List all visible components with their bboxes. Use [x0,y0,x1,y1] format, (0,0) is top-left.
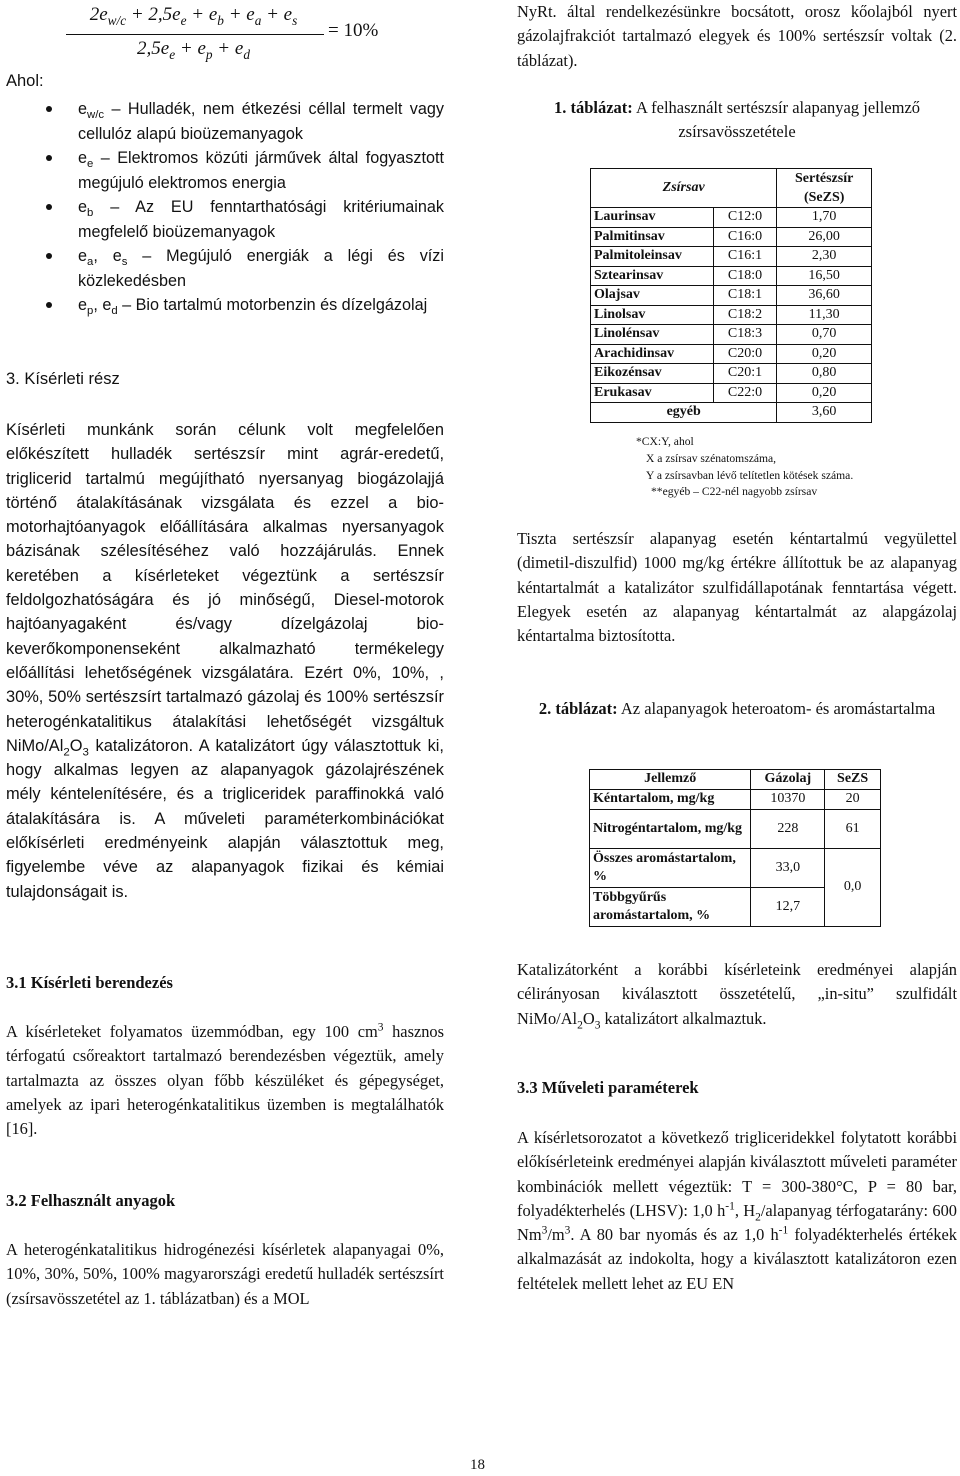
variable-list-text: $e_a$, $e_s$ – Megújuló energiák a légi és vízi közlekedésben [78,247,444,290]
section-3-title: 3. Kísérleti rész [6,370,120,388]
acid-formula-cell: C18:1 [713,286,777,306]
formula-fraction-line [66,34,324,35]
table-1 [590,168,872,423]
table-row [590,789,881,809]
table-1-note-line: X a zsírsav szénatomszáma, [646,451,777,465]
acid-value-cell: 0,20 [777,344,872,364]
table-2-header-cell: Gázolaj [751,770,825,790]
acid-formula-cell: C18:0 [713,266,777,286]
acid-name-cell: Erukasav [591,383,714,403]
acid-value-cell: 2,30 [777,247,872,267]
section-3-2-paragraph: A heterogénkatalitikus hidrogénezési kísérletek alapanyagai 0%, 10%, 30%, 50%, 100% magyarországi eredetű hulladék sertészsírt (zsírsavösszetétel az 1. táblázatban) és a MOL [6,1240,444,1308]
formula-rhs: = 10% [328,20,379,41]
acid-formula-cell: C16:1 [713,247,777,267]
acid-name-cell: Eikozénsav [591,364,714,384]
acid-formula-cell: C18:3 [713,325,777,345]
right-paragraph-2: Tiszta sertészsír alapanyag esetén kéntartalmú vegyülettel (dimetil-diszulfid) 1000 mg/kg értékre állítottuk be az alapanyag kéntartalmát a katalizátor szulfidállapotának fenntartása végett. Elegyek esetén az alapanyag kéntartalmát az alapgázolaj kéntartalma biztosította. [517,529,957,646]
section-3-1-paragraph: A kísérleteket folyamatos üzemmódban, egy 100 $cm^3$ hasznos térfogatú csőreaktort tartalmazó berendezésben végeztük, amely tartalmazta az összes olyan főbb készüléket és gépegységet, amelyek az ipari heterogénkatalitikus üzemben is megtalálhatók [16]. [6,1021,444,1139]
table-1-header-sezs: Sertészsír (SeZS) [777,169,872,208]
right-paragraph-3: Katalizátorként a korábbi kísérleteink eredményei alapján célirányosan kiválasztott összetételű, „in-situ” szulfidált NiMo/$Al_2O_3$ katalizátort alkalmaztuk. [517,960,957,1031]
table-2-caption-label: 2. táblázat: [538,699,618,718]
acid-value-cell: 36,60 [777,286,872,306]
variable-list-text: $e_p$, $e_d$ – Bio tartalmú motorbenzin és dízelgázolaj [78,296,428,318]
table-1-caption [517,96,957,144]
acid-value-cell: 0,80 [777,364,872,384]
table-1-header-zsirsav: Zsírsav [591,169,777,208]
gazolaj-value-cell: 12,7 [751,887,825,926]
table-row [591,344,872,364]
variable-list-text: $e_e$ – Elektromos közúti járművek által fogyasztott megújuló elektromos energia [78,149,444,192]
variable-list-item [6,293,444,318]
acid-value-cell: 16,50 [777,266,872,286]
variable-list-text: $e_{w/c}$ – Hulladék, nem étkezési céllal termelt vagy cellulóz alapú bioüzemanyagok [78,100,444,143]
table-row [591,247,872,267]
table-row [591,383,872,403]
table-2-caption-text: Az alapanyagok heteroatom- és aromástartalma [617,699,936,718]
other-value-cell: 3,60 [777,403,872,423]
gazolaj-value-cell: 10370 [751,789,825,809]
table-row [591,208,872,228]
gazolaj-value-cell: 228 [751,809,825,848]
bullet-dot-icon [46,155,52,161]
sezs-value-cell: 20 [825,789,881,809]
acid-value-cell: 26,00 [777,227,872,247]
sezs-value-cell: 61 [825,809,881,848]
sezs-aromatics-merged-cell: 0,0 [825,848,881,926]
table-1-caption-label: 1. táblázat: [553,98,633,117]
table-row-other [591,403,872,423]
acid-name-cell: Linolénsav [591,325,714,345]
table-1-caption-text: A felhasznált sertészsír alapanyag jellemző zsírsavösszetétele [632,98,921,141]
table-2 [589,769,881,927]
rer-formula [66,0,406,68]
table-row [590,848,881,887]
formula-numerator: $2e_{w/c} + 2,5e_e + e_b + e_a + e_s$ [89,4,298,28]
other-label-cell: egyéb [591,403,777,423]
bullet-dot-icon [46,302,52,308]
section-3-paragraph: Kísérleti munkánk során célunk volt megfelelően előkészített hulladék sertészsír mint agrár-eredetű, triglicerid tartalmú megújítható nyersanyag biogázolajjá történő átalakításának vizsgálata és ezzel a bio-motorhajtóanyagok előállítására alkalmas nyersanyagok bázisának szélesítéséhez való hozzájárulás. Ennek keretében a kísérleteket végeztünk a sertészsír feldolgozhatóságára és jó minőségű, Diesel-motorok hajtóanyagaként és/vagy dízelgázolaj bio-keverőkomponenseként alkalmazható termékelegy előállítási lehetőségének vizsgálatára. Ezért 0%, 10%, , 30%, 50% sertészsírt tartalmazó gázolaj és 100% sertészsír heterogénkatalitikus átalakítási lehetőségét vizsgáltuk NiMo/$Al_2O_3$ katalizátoron. A katalizátort úgy választottuk ki, hogy alkalmas legyen az alapanyagok gázolajrészének mély kéntelenítésére, és a trigliceridek paraffinokká való átalakítására is. A műveleti paraméterkombinációkat előkísérleti eredményeink alapján választottuk meg, figyelembe véve az alapanyagok fizikai és kémiai tulajdonságait is. [6,421,444,901]
table-row [590,809,881,848]
variable-list-item [6,195,444,244]
formula-denominator: $2,5e_e + e_p + e_d$ [137,38,250,62]
table-1-header-row [591,169,872,208]
variable-list-item [6,146,444,195]
acid-value-cell: 1,70 [777,208,872,228]
table-row [591,227,872,247]
bullet-dot-icon [46,253,52,259]
acid-name-cell: Laurinsav [591,208,714,228]
acid-formula-cell: C18:2 [713,305,777,325]
acid-name-cell: Linolsav [591,305,714,325]
table-1-notes [635,434,955,501]
property-cell: Kéntartalom, mg/kg [590,789,751,809]
bullet-dot-icon [46,106,52,112]
table-1-note-line: Y a zsírsavban lévő telítetlen kötések száma. [646,468,854,482]
table-2-header-cell: SeZS [825,770,881,790]
acid-formula-cell: C20:1 [713,364,777,384]
table-row [591,305,872,325]
property-cell: Nitrogéntartalom, mg/kg [590,809,751,848]
page-number: 18 [470,1457,485,1473]
table-row [591,364,872,384]
acid-formula-cell: C16:0 [713,227,777,247]
variable-list-text: $e_b$ – Az EU fenntarthatósági kritériumainak megfelelő bioüzemanyagok [78,198,444,241]
acid-formula-cell: C22:0 [713,383,777,403]
table-2-caption [517,697,957,721]
acid-name-cell: Sztearinsav [591,266,714,286]
section-3-3-paragraph: A kísérletsorozatot a következő trigliceridekkel folytatott korábbi előkísérleteink eredményei alapján kiválasztott műveleti paraméter kombinációk mellett végeztük: T = 300-380°C, P = 80 bar, folyadékterhelés (LHSV): 1,0 $h^{-1}$, $H_2$/alapanyag térfogatarány: 600 $Nm^3/m^3$. A 80 bar nyomás és az 1,0 $h^{-1}$ folyadékterhelés értékek alkalmazását az indokolta, hogy a kiválasztott katalizátoron ezen feltételek mellett lehet az EU EN [517,1128,957,1293]
acid-name-cell: Arachidinsav [591,344,714,364]
acid-formula-cell: C20:0 [713,344,777,364]
acid-name-cell: Palmitinsav [591,227,714,247]
variable-list-item [6,244,444,293]
acid-formula-cell: C12:0 [713,208,777,228]
ahol-label: Ahol: [6,72,44,90]
right-top-paragraph: NyRt. által rendelkezésünkre bocsátott, orosz kőolajból nyert gázolajfrakciót tartalmazó elegyek és 100% sertészsír voltak (2. táblázat). [517,2,957,70]
section-3-1-title: 3.1 Kísérleti berendezés [6,973,173,992]
table-row [591,325,872,345]
property-cell: Többgyűrűs aromástartalom, % [590,887,751,926]
acid-name-cell: Olajsav [591,286,714,306]
section-3-2-title: 3.2 Felhasznált anyagok [6,1191,176,1210]
table-row [591,286,872,306]
table-2-header-row [590,770,881,790]
table-1-note-line: **egyéb – C22-nél nagyobb zsírsav [651,485,818,499]
acid-name-cell: Palmitoleinsav [591,247,714,267]
section-3-3-title: 3.3 Műveleti paraméterek [517,1078,699,1097]
table-row [591,266,872,286]
bullet-dot-icon [46,204,52,210]
acid-value-cell: 11,30 [777,305,872,325]
variable-list [6,97,444,318]
acid-value-cell: 0,70 [777,325,872,345]
variable-list-item [6,97,444,146]
table-1-note-line: *CX:Y, ahol [636,435,694,448]
table-2-header-cell: Jellemző [590,770,751,790]
acid-value-cell: 0,20 [777,383,872,403]
property-cell: Összes aromástartalom, % [590,848,751,887]
gazolaj-value-cell: 33,0 [751,848,825,887]
